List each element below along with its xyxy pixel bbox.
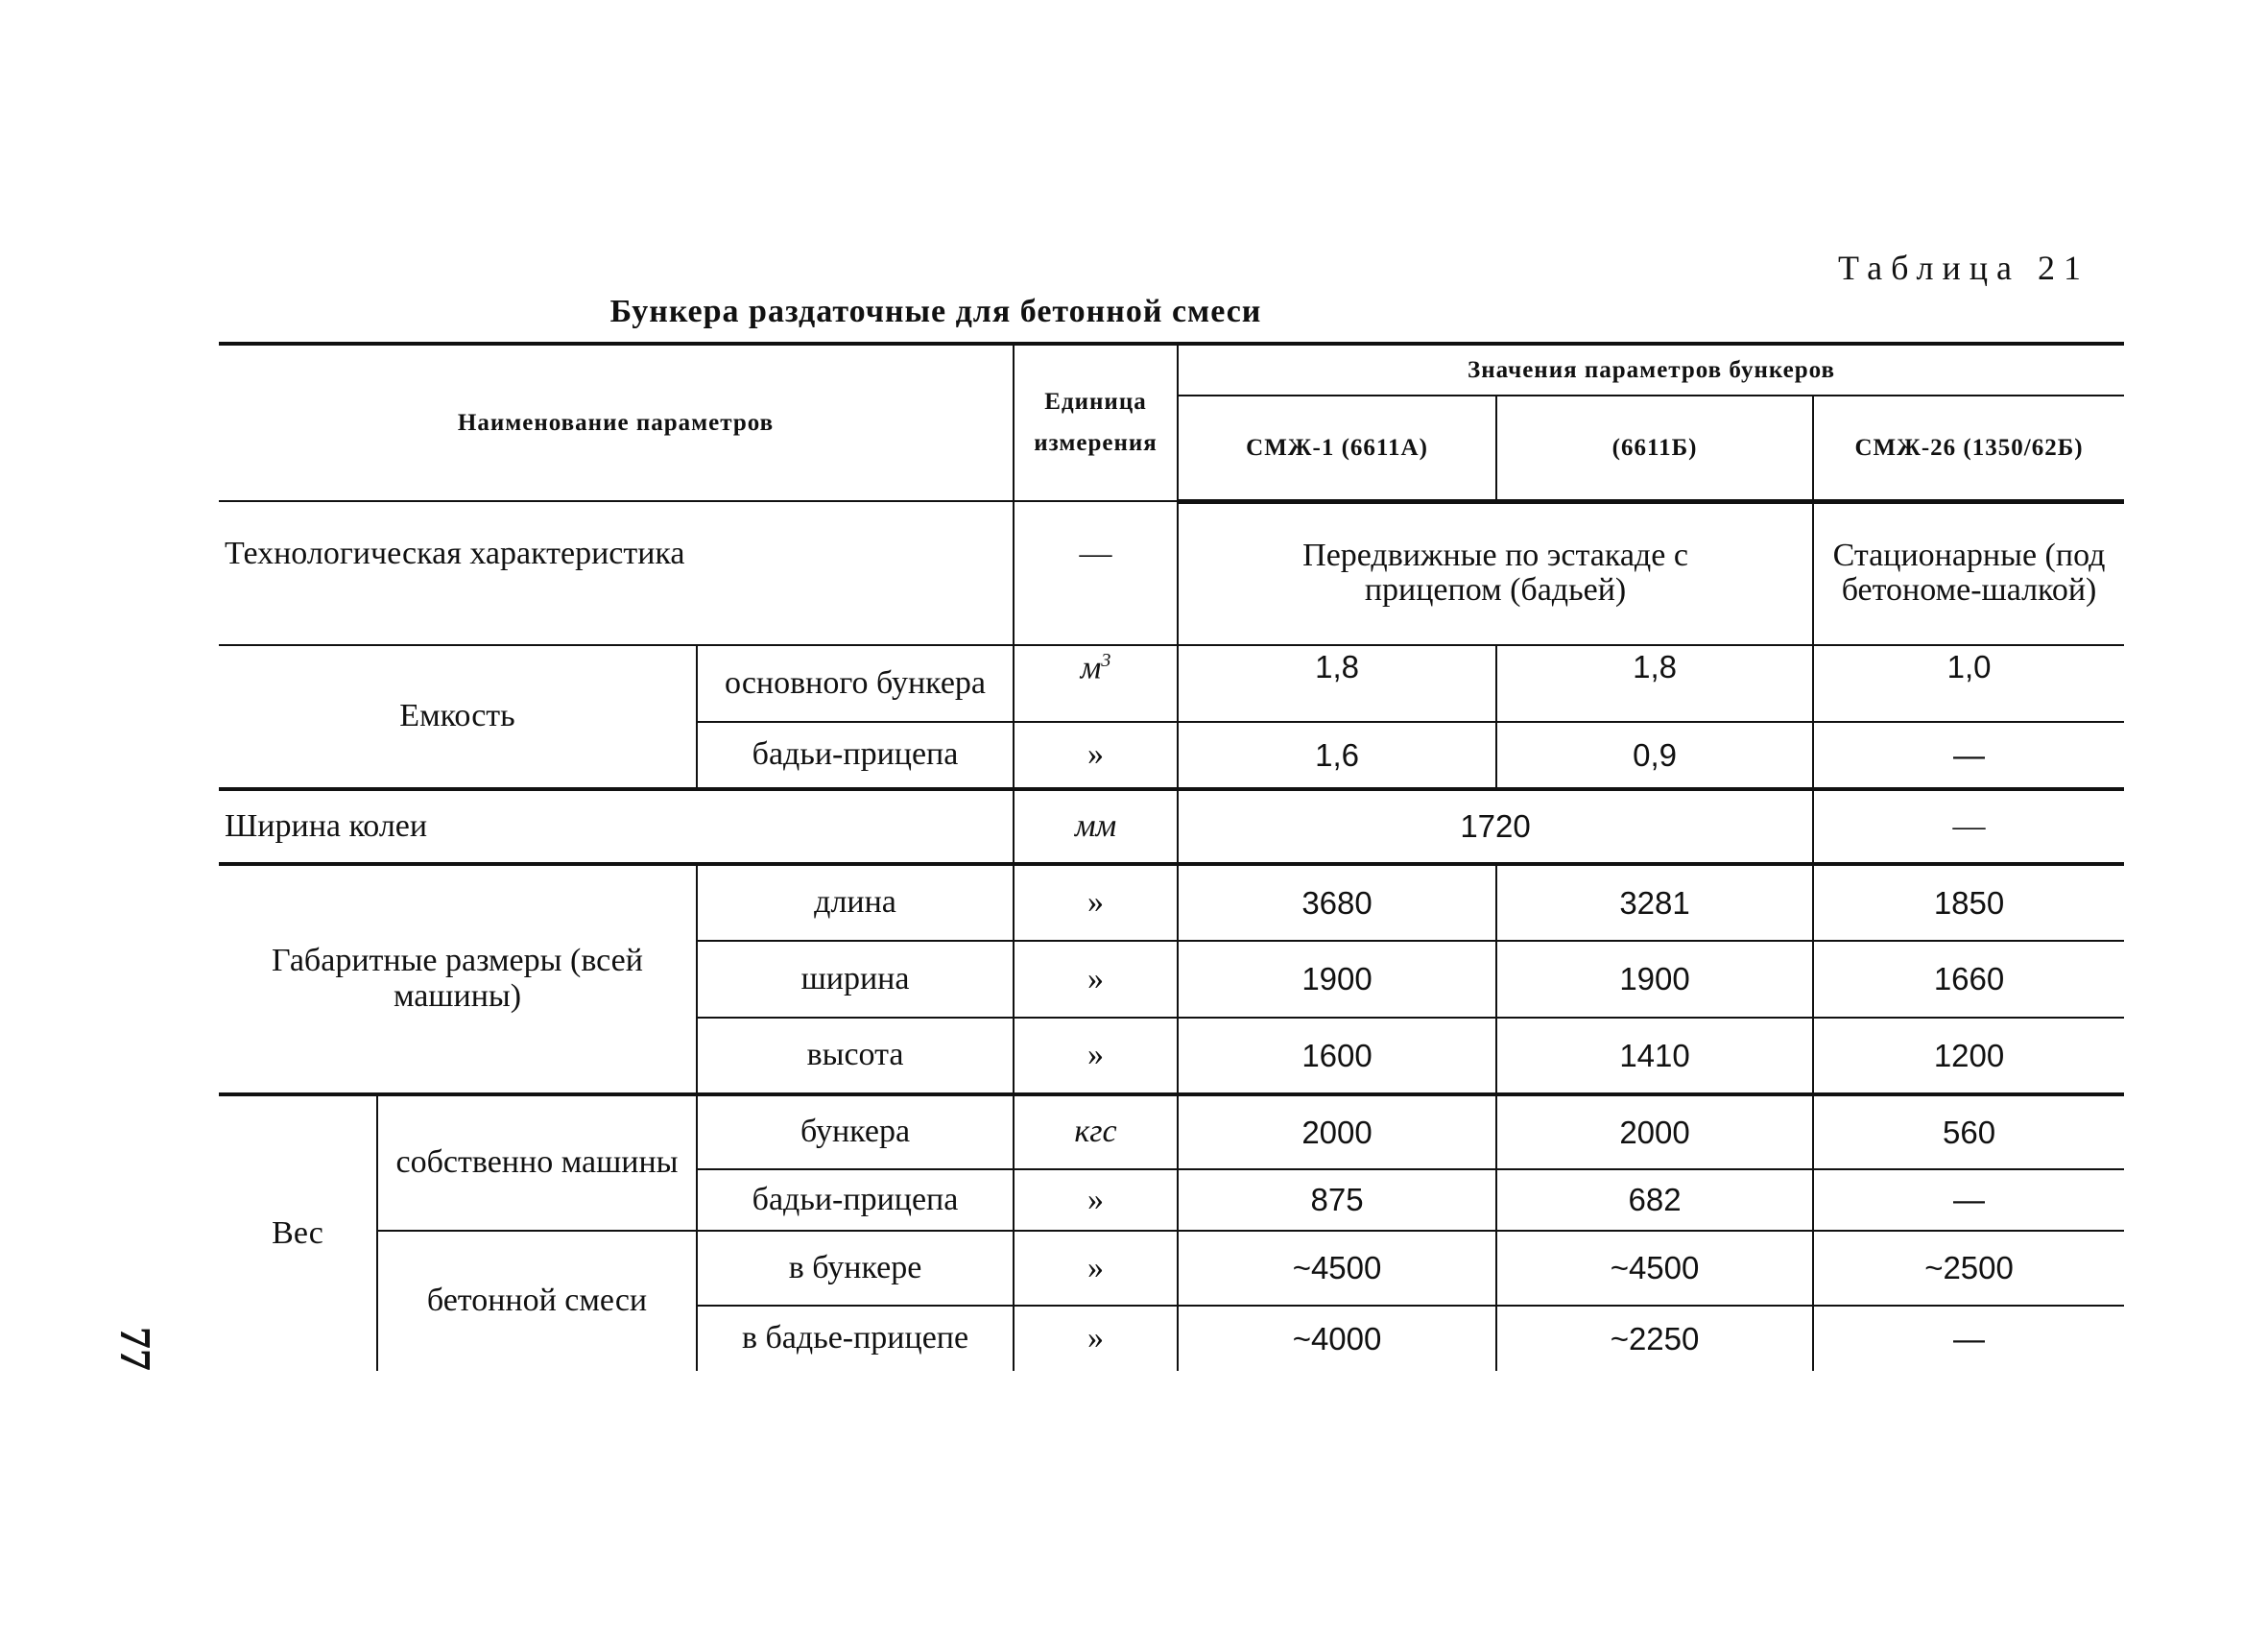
weight-own-trailer-value-2: 682: [1496, 1169, 1813, 1231]
weight-own-trailer-unit: »: [1014, 1169, 1178, 1231]
weight-own-bunker-value-3: 560: [1813, 1094, 2124, 1169]
header-model-3: СМЖ-26 (1350/62Б): [1813, 396, 2124, 501]
header-model-2: (6611Б): [1496, 396, 1813, 501]
dimensions-length-value-3: 1850: [1813, 864, 2124, 941]
weight-mix-trailer-unit: »: [1014, 1306, 1178, 1371]
tech-stationary: Стационарные (под бетономе-шалкой): [1813, 501, 2124, 645]
dimensions-width-unit: »: [1014, 941, 1178, 1018]
parameters-table: [219, 342, 2124, 1371]
weight-own-bunker-unit: кгс: [1014, 1094, 1178, 1169]
tech-label: Технологическая характеристика: [219, 501, 1014, 645]
capacity-main-unit: $м^3$: [1014, 645, 1178, 722]
weight-own-bunker-value-1: 2000: [1178, 1094, 1496, 1169]
weight-mix-trailer-value-3: —: [1813, 1306, 2124, 1371]
capacity-main-value-2: 1,8: [1496, 645, 1813, 722]
dimensions-width-value-2: 1900: [1496, 941, 1813, 1018]
weight-mix-label: бетонной смеси: [377, 1231, 697, 1371]
weight-mix-bunker-value-1: ~4500: [1178, 1231, 1496, 1306]
row-track-width: [219, 789, 2124, 864]
page-number: 77: [111, 1327, 160, 1371]
header-parameter-name: Наименование параметров: [219, 344, 1014, 501]
dimensions-length-value-2: 3281: [1496, 864, 1813, 941]
dimensions-width-value-3: 1660: [1813, 941, 2124, 1018]
capacity-main-value-1: 1,8: [1178, 645, 1496, 722]
dimensions-height-value-3: 1200: [1813, 1018, 2124, 1094]
row-technological: [219, 501, 2124, 645]
weight-mix-trailer-value-1: ~4000: [1178, 1306, 1496, 1371]
weight-label: Вес: [219, 1094, 377, 1371]
dimensions-height-unit: »: [1014, 1018, 1178, 1094]
dimensions-height-value-1: 1600: [1178, 1018, 1496, 1094]
dimensions-height-sub: высота: [697, 1018, 1014, 1094]
track-label: Ширина колеи: [219, 789, 1014, 864]
weight-own-label: собственно машины: [377, 1094, 697, 1231]
header-unit: Единица измерения: [1014, 344, 1178, 501]
dimensions-length-sub: длина: [697, 864, 1014, 941]
track-unit: мм: [1014, 789, 1178, 864]
weight-mix-bunker-unit: »: [1014, 1231, 1178, 1306]
tech-mobile: Передвижные по эстакаде с прицепом (бадьей): [1178, 501, 1813, 645]
header-values-group: Значения параметров бункеров: [1178, 344, 2124, 396]
dimensions-label: Габаритные размеры (всей машины): [219, 864, 697, 1094]
weight-mix-bunker-sub: в бункере: [697, 1231, 1014, 1306]
track-value-3: —: [1813, 789, 2124, 864]
weight-own-bunker-value-2: 2000: [1496, 1094, 1813, 1169]
weight-mix-trailer-sub: в бадье-прицепе: [697, 1306, 1014, 1371]
capacity-trailer-value-2: 0,9: [1496, 722, 1813, 789]
weight-mix-trailer-value-2: ~2250: [1496, 1306, 1813, 1371]
capacity-trailer-value-1: 1,6: [1178, 722, 1496, 789]
weight-own-trailer-sub: бадьи-прицепа: [697, 1169, 1014, 1231]
weight-mix-bunker-value-2: ~4500: [1496, 1231, 1813, 1306]
row-capacity-main: [219, 645, 2124, 722]
table-title: Бункера раздаточные для бетонной смеси: [609, 294, 1262, 329]
weight-own-trailer-value-1: 875: [1178, 1169, 1496, 1231]
capacity-trailer-unit: »: [1014, 722, 1178, 789]
tech-unit: —: [1014, 501, 1178, 645]
capacity-label: Емкость: [219, 645, 697, 789]
dimensions-length-value-1: 3680: [1178, 864, 1496, 941]
row-dimensions-length: [219, 864, 2124, 941]
track-value-shared: 1720: [1178, 789, 1813, 864]
weight-own-bunker-sub: бункера: [697, 1094, 1014, 1169]
header-model-1: СМЖ-1 (6611А): [1178, 396, 1496, 501]
dimensions-length-unit: »: [1014, 864, 1178, 941]
dimensions-height-value-2: 1410: [1496, 1018, 1813, 1094]
table-caption: Таблица 21: [1838, 249, 2089, 287]
weight-own-trailer-value-3: —: [1813, 1169, 2124, 1231]
weight-mix-bunker-value-3: ~2500: [1813, 1231, 2124, 1306]
capacity-trailer-sub: бадьи-прицепа: [697, 722, 1014, 789]
capacity-main-sub: основного бункера: [697, 645, 1014, 722]
dimensions-width-value-1: 1900: [1178, 941, 1496, 1018]
capacity-main-value-3: 1,0: [1813, 645, 2124, 722]
row-weight-own-bunker: [219, 1094, 2124, 1169]
capacity-trailer-value-3: —: [1813, 722, 2124, 789]
dimensions-width-sub: ширина: [697, 941, 1014, 1018]
row-weight-mix-bunker: [219, 1231, 2124, 1306]
